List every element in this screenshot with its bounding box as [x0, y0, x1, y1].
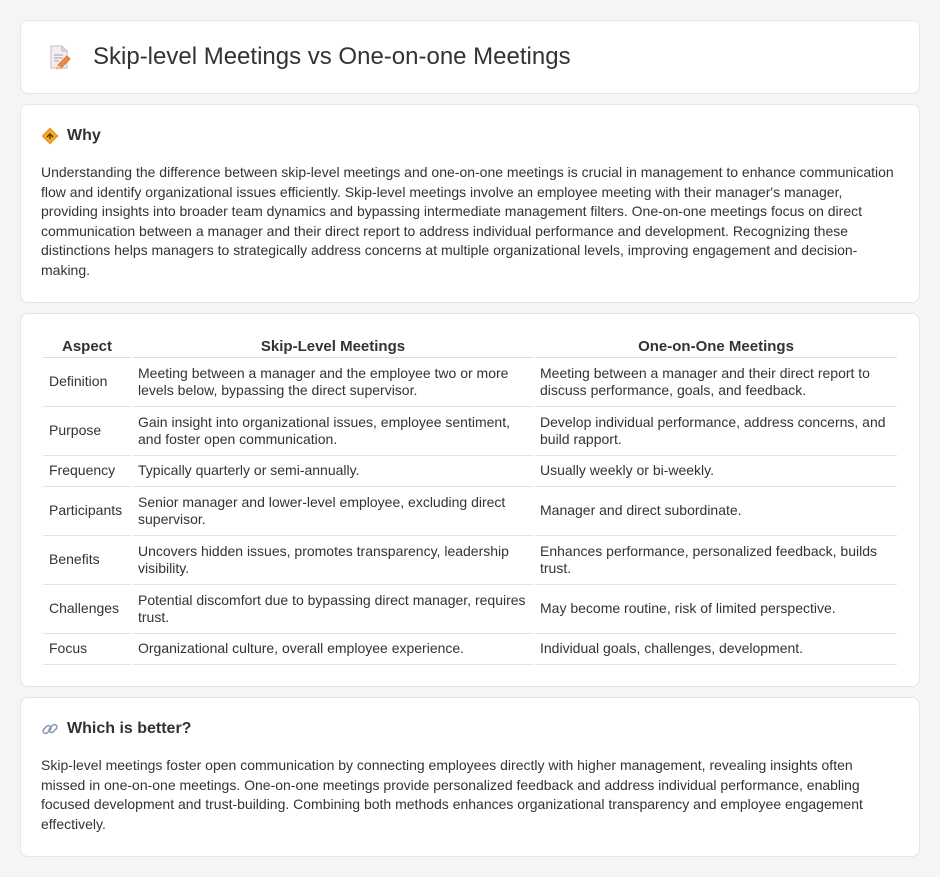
row-aspect: Purpose	[43, 407, 131, 456]
row-one-on-one: Manager and direct subordinate.	[535, 487, 897, 536]
which-title: Which is better?	[67, 720, 192, 737]
row-skip-level: Meeting between a manager and the employee two or more levels below, bypassing the direct supervisor.	[133, 358, 533, 407]
row-aspect: Frequency	[43, 456, 131, 487]
document-pencil-icon	[45, 43, 73, 71]
why-section	[20, 104, 920, 303]
row-one-on-one: Individual goals, challenges, development.	[535, 634, 897, 665]
table-row	[43, 358, 897, 407]
which-text: Skip-level meetings foster open communication by connecting employees directly with higher management, revealing insights often missed in one-on-one meetings. One-on-one meetings provide personalized feedback and address individual performance, enabling focused development and trust-building. Combining both methods enhances organizational transparency and employee engagement effectively.	[41, 757, 863, 832]
row-skip-level: Organizational culture, overall employee experience.	[133, 634, 533, 665]
row-skip-level: Senior manager and lower-level employee, excluding direct supervisor.	[133, 487, 533, 536]
comparison-table	[41, 334, 899, 665]
road-sign-icon	[41, 127, 59, 145]
table-row	[43, 456, 897, 487]
table-row	[43, 487, 897, 536]
row-one-on-one: May become routine, risk of limited perspective.	[535, 585, 897, 634]
row-skip-level: Uncovers hidden issues, promotes transparency, leadership visibility.	[133, 536, 533, 585]
row-one-on-one: Enhances performance, personalized feedback, builds trust.	[535, 536, 897, 585]
row-one-on-one: Develop individual performance, address concerns, and build rapport.	[535, 407, 897, 456]
header-aspect: Aspect	[43, 334, 131, 358]
row-aspect: Participants	[43, 487, 131, 536]
link-icon	[41, 720, 59, 738]
table-header-row	[43, 334, 897, 358]
row-aspect: Focus	[43, 634, 131, 665]
row-skip-level: Potential discomfort due to bypassing direct manager, requires trust.	[133, 585, 533, 634]
table-row	[43, 585, 897, 634]
why-title: Why	[67, 127, 101, 144]
row-skip-level: Typically quarterly or semi-annually.	[133, 456, 533, 487]
header-card	[20, 20, 920, 94]
row-skip-level: Gain insight into organizational issues, employee sentiment, and foster open communication.	[133, 407, 533, 456]
row-aspect: Benefits	[43, 536, 131, 585]
which-section	[20, 697, 920, 857]
row-one-on-one: Usually weekly or bi-weekly.	[535, 456, 897, 487]
why-text: Understanding the difference between skip-level meetings and one-on-one meetings is crucial in management to enhance communication flow and identify organizational issues efficiently. Skip-level meetings involve an employee meeting with their manager's manager, providing insights into broader team dynamics and bypassing intermediate management filters. One-on-one meetings focus on direct communication between a manager and their direct report to address individual performance and development. Recognizing these distinctions helps managers to strategically address concerns at multiple organizational levels, improving engagement and decision-making.	[41, 164, 894, 278]
page-title: Skip-level Meetings vs One-on-one Meetings	[93, 43, 571, 70]
row-aspect: Challenges	[43, 585, 131, 634]
table-row	[43, 634, 897, 665]
table-row	[43, 407, 897, 456]
table-row	[43, 536, 897, 585]
header-skip-level: Skip-Level Meetings	[133, 334, 533, 358]
header-one-on-one: One-on-One Meetings	[535, 334, 897, 358]
row-aspect: Definition	[43, 358, 131, 407]
comparison-card	[20, 313, 920, 687]
row-one-on-one: Meeting between a manager and their direct report to discuss performance, goals, and feedback.	[535, 358, 897, 407]
